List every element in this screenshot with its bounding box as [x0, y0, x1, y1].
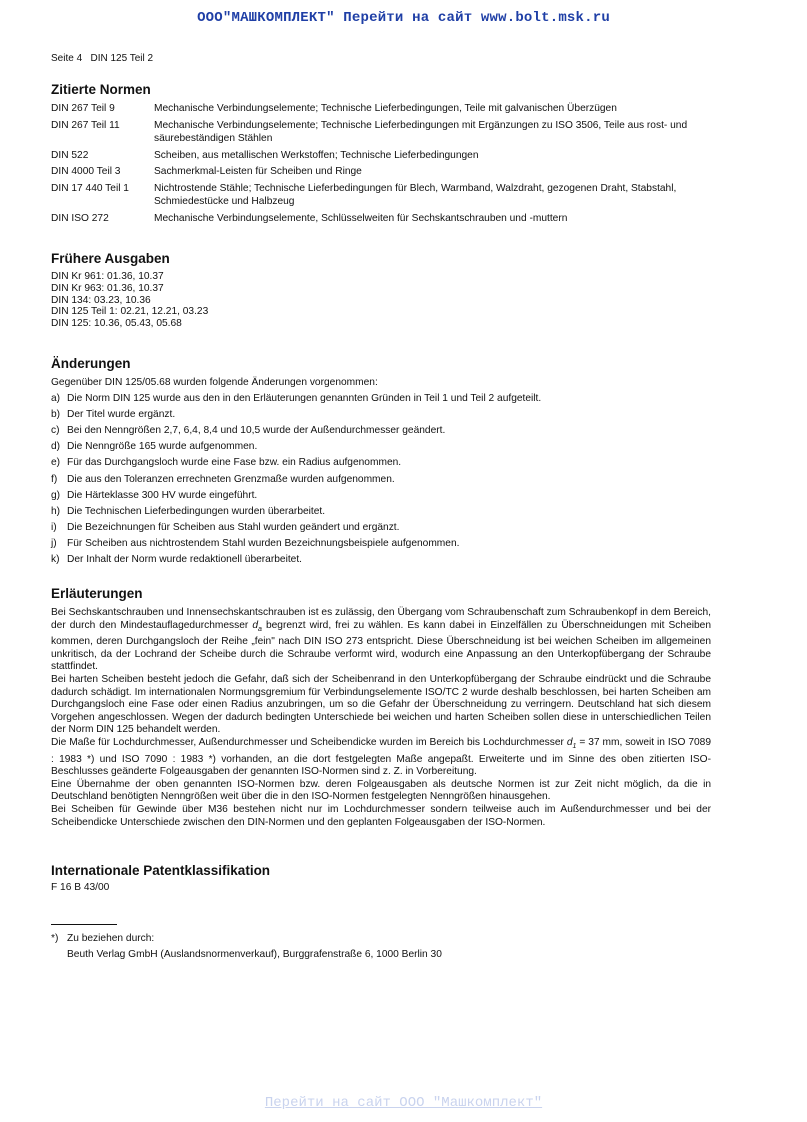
section-zitierte-normen	[51, 82, 711, 228]
heading-fruehere-ausgaben: Frühere Ausgaben	[51, 251, 170, 266]
change-item: a) Die Norm DIN 125 wurde aus den in den Erläuterungen genannten Gründen in Teil 1 und Teil 2 aufgeteilt.	[51, 393, 542, 405]
site-banner[interactable]	[0, 10, 807, 26]
footnote	[51, 931, 442, 963]
footnote-line: Beuth Verlag GmbH (Auslandsnormenverkauf), Burggrafenstraße 6, 1000 Berlin 30	[67, 949, 442, 960]
previous-edition: DIN 125 Teil 1: 02.21, 12.21, 03.23	[51, 306, 209, 318]
cited-standard: DIN 17 440 Teil 1 Nichtrostende Stähle; Technische Lieferbedingungen für Blech, Warmband, Walzdraht, gezogenen Draht, Stabstahl, Schmiedestücke und Halbzeug	[51, 182, 677, 207]
footnote-divider	[51, 924, 117, 925]
changes-list	[51, 375, 711, 568]
explanations-body	[51, 607, 711, 829]
change-item: e) Für das Durchgangsloch wurde eine Fase bzw. ein Radius aufgenommen.	[51, 457, 402, 469]
previous-edition: DIN 134: 03.23, 10.36	[51, 294, 151, 306]
change-item: i) Die Bezeichnungen für Scheiben aus Stahl wurden geändert und ergänzt.	[51, 521, 400, 533]
cited-standard: DIN 267 Teil 9 Mechanische Verbindungselemente; Technische Lieferbedingungen, Teile mit galvanischen Überzügen	[51, 103, 617, 114]
cited-standard: DIN 522 Scheiben, aus metallischen Werkstoffen; Technische Lieferbedingungen	[51, 149, 479, 161]
bottom-site-link[interactable]: Перейти на сайт ООО "Машкомплект"	[264, 1095, 543, 1111]
cited-standard: DIN 267 Teil 11 Mechanische Verbindungselemente; Technische Lieferbedingungen mit Ergänzungen zu ISO 3506, Teile aus rost- und säurebeständigen Stählen	[51, 119, 688, 144]
section-patentklassifikation	[51, 863, 711, 894]
change-item: b) Der Titel wurde ergänzt.	[51, 409, 176, 421]
heading-aenderungen: Änderungen	[51, 356, 131, 371]
previous-edition: DIN Kr 961: 01.36, 10.37	[51, 271, 164, 282]
change-item: f) Die aus den Toleranzen errechneten Grenzmaße wurden aufgenommen.	[51, 473, 395, 485]
explanation-paragraph: Die Maße für Lochdurchmesser, Außendurchmesser und Scheibendicke wurden im Bereich bis Lochdurchmesser $d_1 = 37$ mm, soweit in ISO 7089 : 1983 *) und ISO 7090 : 1983 *) vorhanden, an die dort festgelegten Maße angepaßt. Erweiterte und im Sinne des oben zitierten ISO-Beschlusses geänderte Folgeausgaben der genannten ISO-Normen sind z. Z. in Vorbereitung.	[51, 736, 711, 778]
cited-standard: DIN ISO 272 Mechanische Verbindungselemente, Schlüsselweiten für Sechskantschrauben und -muttern	[51, 212, 568, 224]
change-item: d) Die Nenngröße 165 wurde aufgenommen.	[51, 441, 258, 453]
symbol-da: $d_a$	[252, 619, 262, 633]
changes-intro: Gegenüber DIN 125/05.68 wurden folgende Änderungen vorgenommen:	[51, 377, 378, 388]
change-item: h) Die Technischen Lieferbedingungen wurden überarbeitet.	[51, 505, 326, 517]
explanation-paragraph: Eine Übernahme der oben genannten ISO-Normen bzw. deren Folgeausgaben als deutsche Normen ist zur Zeit nicht möglich, da die in Deutschland benötigten Nenngrößen weit über die in den ISO-Normen festgelegten Nenngrößen hinausgehen.	[51, 778, 711, 803]
previous-editions-list	[51, 271, 711, 330]
site-banner-link[interactable]: ООО"МАШКОМПЛЕКТ" Перейти на сайт www.bolt.msk.ru	[197, 10, 610, 26]
change-item: g) Die Härteklasse 300 HV wurde eingeführt.	[51, 489, 258, 501]
previous-edition: DIN 125: 10.36, 05.43, 05.68	[51, 318, 182, 330]
heading-erlaeuterungen: Erläuterungen	[51, 586, 143, 601]
symbol-d1: $d_1$	[566, 736, 577, 750]
page-header: Seite 4 DIN 125 Teil 2	[51, 53, 154, 64]
footnote-line: Zu beziehen durch:	[67, 933, 155, 944]
change-item: j) Für Scheiben aus nichtrostendem Stahl wurden Bezeichnungsbeispiele aufgenommen.	[51, 537, 460, 549]
footnote-mark: *)	[51, 933, 59, 944]
previous-edition: DIN Kr 963: 01.36, 10.37	[51, 282, 164, 294]
heading-patentklassifikation: Internationale Patentklassifikation	[51, 863, 271, 878]
section-fruehere-ausgaben	[51, 251, 711, 330]
explanation-paragraph: Bei Sechskantschrauben und Innensechskantschrauben ist es zulässig, den Übergang vom Schraubenschaft zum Schraubenkopf in dem Bereich, der durch den Mindestauflagedurchmesser $d_a$ begrenzt wird, frei zu wählen. Es kann dabei in Einzelfällen zu Überschneidungen mit Scheiben kommen, deren Durchgangsloch der Reihe „fein" nach DIN ISO 273 entspricht. Diese Überschneidung ist bei weichen Scheiben im allgemeinen unkritisch, da der Lochrand der Scheibe durch die Schraube verformt wird, wodurch eine Anpassung an den Unterkopfübergang der Schraube stattfindet.	[51, 607, 711, 673]
change-item: k) Der Inhalt der Norm wurde redaktionell überarbeitet.	[51, 554, 302, 566]
section-erlaeuterungen	[51, 586, 711, 829]
heading-zitierte-normen: Zitierte Normen	[51, 82, 151, 97]
explanation-paragraph: Bei harten Scheiben besteht jedoch die Gefahr, daß sich der Scheibenrand in den Unterkopfübergang der Schraube eindrückt und die Schraube dadurch schädigt. Im internationalen Normungsgremium für Verbindungselemente ISO/TC 2 wurde deshalb beschlossen, bei harten Scheiben am Durchgangsloch eine Fase oder einen Radius anzubringen, um so die Gefahr der Überschneidung zu verringern. Deutschland hat sich diesem Vorgehen angeschlossen. Wegen der dadurch bedingten Unterschiede bei weichen und harten Scheiben sollen diese in unterschiedlichen Teilen der Norm DIN 125 behandelt werden.	[51, 674, 711, 736]
cited-standards-list	[51, 102, 711, 225]
patent-code: F 16 B 43/00	[51, 882, 110, 893]
explanation-paragraph: Bei Scheiben für Gewinde über M36 bestehen nicht nur im Lochdurchmesser sondern teilweise auch im Außendurchmesser und bei der Scheibendicke Unterschiede zwischen den DIN-Normen und den geplanten Folgeausgaben der ISO-Normen.	[51, 803, 711, 828]
cited-standard: DIN 4000 Teil 3 Sachmerkmal-Leisten für Scheiben und Ringe	[51, 166, 362, 177]
change-item: c) Bei den Nenngrößen 2,7, 6,4, 8,4 und 10,5 wurde der Außendurchmesser geändert.	[51, 425, 446, 437]
section-aenderungen	[51, 356, 711, 568]
